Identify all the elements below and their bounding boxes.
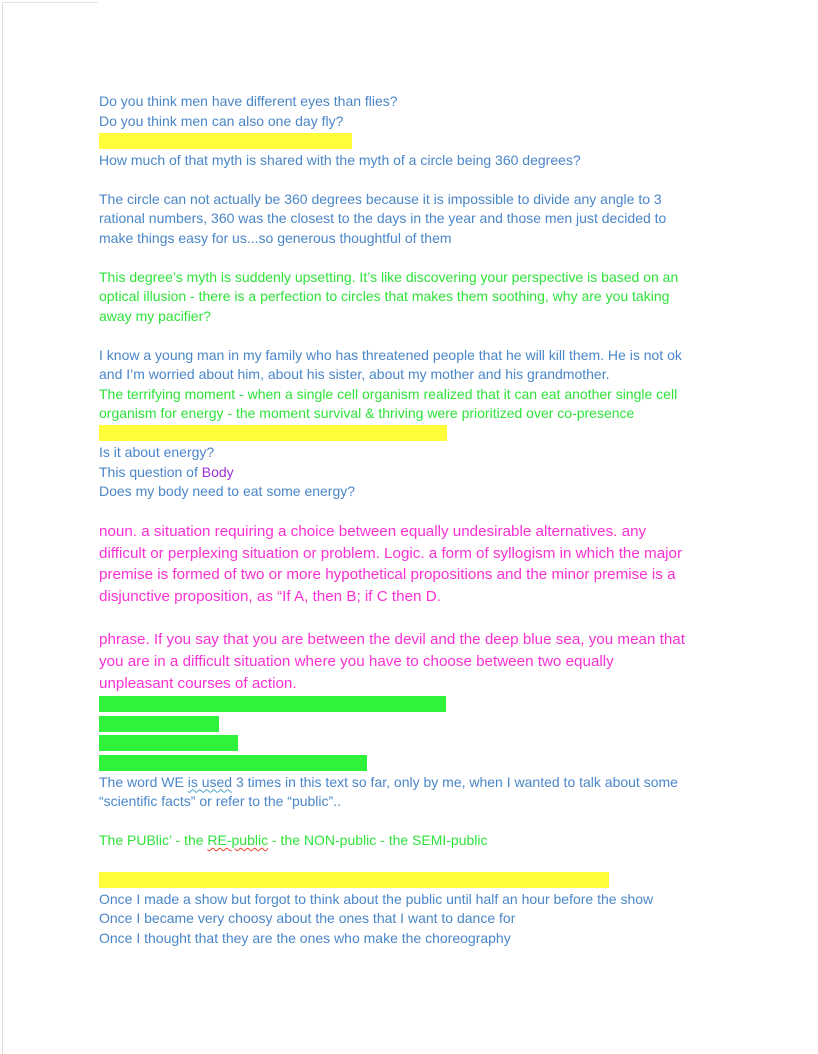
text-segment: you are in a difficult situation where you have to choose between two equally (99, 653, 614, 671)
text-line (99, 564, 799, 586)
text-line (99, 287, 799, 307)
text-segment: away my pacifier? (99, 307, 212, 324)
yellow-highlight-line (99, 870, 799, 890)
spelling-marked-text: RE-public (207, 832, 269, 848)
text-segment: Body (201, 463, 234, 480)
grammar-marked-text: is used (187, 773, 233, 790)
text-segment: Does my body need to eat some energy? (99, 483, 356, 499)
text-line (99, 629, 799, 651)
text-line (99, 151, 799, 171)
text-line (99, 307, 799, 327)
green-highlight-line (99, 695, 799, 715)
yellow-highlight-bar (99, 872, 609, 888)
blank-line (99, 608, 799, 630)
text-segment: organism for energy - the moment survival & thriving were prioritized over co-presence (99, 405, 635, 421)
text-segment: This degree’s myth is suddenly upsetting. It’s like discovering your perspective is based on an (99, 268, 679, 285)
text-line (99, 651, 799, 673)
text-line (99, 346, 799, 366)
green-highlight-bar (99, 716, 219, 732)
text-segment: disjunctive proposition, as “If A, then B; if C then D. (99, 588, 441, 606)
text-line (99, 890, 799, 910)
text-line (99, 673, 799, 695)
text-segment: phrase. If you say that you are between the devil and the deep blue sea, you mean that (99, 631, 685, 649)
text-segment: Do you think men have different eyes than flies? (99, 93, 398, 109)
text-line (99, 404, 799, 424)
yellow-highlight-bar (99, 133, 352, 149)
text-segment: Is it about energy? (99, 444, 215, 460)
text-segment: make things easy for us...so generous thoughtful of them (99, 229, 452, 246)
document-content[interactable] (99, 92, 799, 948)
text-segment: unpleasant courses of action. (99, 674, 297, 692)
text-segment: The circle can not actually be 360 degrees because it is impossible to divide any angle to 3 (99, 190, 662, 207)
green-highlight-line (99, 734, 799, 754)
text-segment: Once I became very choosy about the ones that I want to dance for (99, 910, 516, 926)
text-segment: I know a young man in my family who has threatened people that he will kill them. He is not ok (99, 346, 682, 363)
text-segment: noun. a situation requiring a choice between equally undesirable alternatives. any (99, 523, 647, 540)
yellow-highlight-bar (99, 425, 447, 441)
text-segment: optical illusion - there is a perfection to circles that makes them soothing, why are you taking (99, 288, 670, 304)
page-top-edge (2, 2, 98, 3)
text-line (99, 268, 799, 288)
text-line (99, 190, 799, 210)
text-line (99, 229, 799, 249)
text-segment: and I’m worried about him, about his sister, about my mother and his grandmother. (99, 366, 610, 382)
blank-line (99, 248, 799, 268)
text-segment: Once I thought that they are the ones who make the choreography (99, 929, 511, 946)
text-line (99, 909, 799, 929)
text-segment: Do you think men can also one day fly? (99, 112, 344, 129)
text-line (99, 112, 799, 132)
text-line (99, 831, 799, 851)
blank-line (99, 851, 799, 871)
text-line (99, 463, 799, 483)
blank-line (99, 326, 799, 346)
text-line (99, 443, 799, 463)
green-highlight-bar (99, 755, 367, 771)
text-segment: premise is formed of two or more hypothetical propositions and the minor premise is a (99, 566, 676, 584)
blank-line (99, 812, 799, 832)
green-highlight-line (99, 714, 799, 734)
green-highlight-bar (99, 696, 446, 712)
text-line (99, 929, 799, 949)
text-segment: This question of (99, 463, 202, 480)
text-line (99, 792, 799, 812)
text-line (99, 92, 799, 112)
text-line (99, 482, 799, 502)
text-line (99, 543, 799, 565)
page-left-edge (2, 2, 3, 1054)
text-segment: 3 times in this text so far, only by me, when I wanted to talk about some (232, 773, 678, 790)
yellow-highlight-line (99, 131, 799, 151)
blank-line (99, 170, 799, 190)
green-highlight-bar (99, 735, 238, 751)
green-highlight-line (99, 753, 799, 773)
text-segment: The word WE (99, 773, 188, 790)
text-line (99, 209, 799, 229)
text-line (99, 385, 799, 405)
text-line (99, 586, 799, 608)
text-segment: The PUBlic’ - the (99, 832, 208, 848)
text-segment: How much of that myth is shared with the myth of a circle being 360 degrees? (99, 151, 581, 168)
text-segment: - the NON-public - the SEMI-public (268, 832, 488, 848)
text-segment: The terrifying moment - when a single cell organism realized that it can eat another single cell (99, 385, 678, 402)
text-line (99, 773, 799, 793)
text-segment: difficult or perplexing situation or problem. Logic. a form of syllogism in which the major (99, 544, 683, 562)
text-segment: “scientific facts” or refer to the “public”.. (99, 793, 341, 809)
text-segment: Once I made a show but forgot to think about the public until half an hour before the show (99, 890, 654, 907)
text-line (99, 521, 799, 543)
text-segment: rational numbers, 360 was the closest to the days in the year and those men just decided to (99, 210, 667, 226)
text-line (99, 365, 799, 385)
yellow-highlight-line (99, 424, 799, 444)
blank-line (99, 502, 799, 522)
